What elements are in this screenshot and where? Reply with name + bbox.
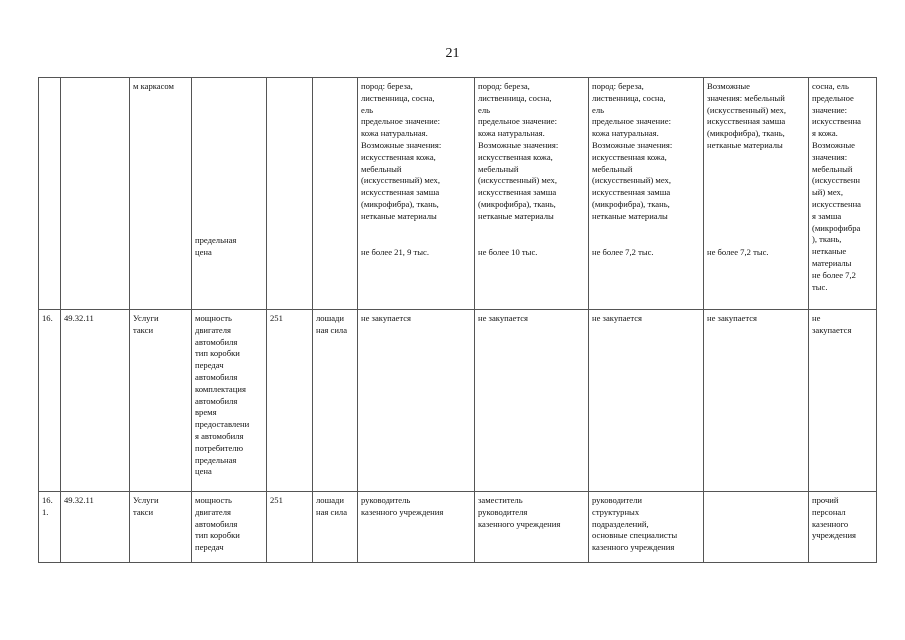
value-cell-5: прочий персонал казенного учреждения	[809, 492, 877, 563]
value-cell-1: руководитель казенного учреждения	[358, 492, 475, 563]
value-cell-3: пород: береза, лиственница, сосна, ель предельное значение: кожа натуральная. Возможные значения: искусственная кожа, мебельный (искусственный) мех, искусственная замша (микрофибра), ткань, нетканые материалы не более 7,2 тыс.	[589, 78, 704, 310]
code-cell: 49.32.11	[61, 492, 130, 563]
value-cell-4	[704, 492, 809, 563]
value-cell-2: не закупается	[475, 310, 589, 492]
row-number-cell: 16.	[39, 310, 61, 492]
characteristic-cell: мощность двигателя автомобиля тип коробки передач	[192, 492, 267, 563]
table-row	[39, 310, 877, 492]
table-row	[39, 492, 877, 563]
code-cell	[61, 78, 130, 310]
unit-cell: лошади ная сила	[313, 492, 358, 563]
okei-code-cell: 251	[267, 492, 313, 563]
table-row	[39, 78, 877, 310]
item-name-cell: м каркасом	[130, 78, 192, 310]
characteristic-cell: мощность двигателя автомобиля тип коробки передач автомобиля комплектация автомобиля время предоставлени я автомобиля потребителю предельная цена	[192, 310, 267, 492]
value-cell-3: руководители структурных подразделений, основные специалисты казенного учреждения	[589, 492, 704, 563]
page-number: 21	[445, 46, 460, 61]
value-cell-4: не закупается	[704, 310, 809, 492]
value-cell-5: сосна, ель предельное значение: искусственна я кожа. Возможные значения: мебельный (искусственн ый) мех, искусственна я замша (микрофибра ), ткань, нетканые материалы не более 7,2 тыс.	[809, 78, 877, 310]
value-cell-1: не закупается	[358, 310, 475, 492]
okei-code-cell: 251	[267, 310, 313, 492]
value-cell-1: пород: береза, лиственница, сосна, ель предельное значение: кожа натуральная. Возможные значения: искусственная кожа, мебельный (искусственный) мех, искусственная замша (микрофибра), ткань, нетканые материалы не более 21, 9 тыс.	[358, 78, 475, 310]
code-cell: 49.32.11	[61, 310, 130, 492]
requirements-table	[38, 77, 877, 563]
value-cell-4: Возможные значения: мебельный (искусственный) мех, искусственная замша (микрофибра), ткань, нетканые материалы не более 7,2 тыс.	[704, 78, 809, 310]
value-cell-5: не закупается	[809, 310, 877, 492]
item-name-cell: Услуги такси	[130, 492, 192, 563]
value-cell-2: пород: береза, лиственница, сосна, ель предельное значение: кожа натуральная. Возможные значения: искусственная кожа, мебельный (искусственный) мех, искусственная замша (микрофибра), ткань, нетканые материалы не более 10 тыс.	[475, 78, 589, 310]
item-name-cell: Услуги такси	[130, 310, 192, 492]
unit-cell	[313, 78, 358, 310]
characteristic-cell: предельная цена	[192, 78, 267, 310]
value-cell-3: не закупается	[589, 310, 704, 492]
row-number-cell	[39, 78, 61, 310]
value-cell-2: заместитель руководителя казенного учреждения	[475, 492, 589, 563]
okei-code-cell	[267, 78, 313, 310]
row-number-cell: 16. 1.	[39, 492, 61, 563]
unit-cell: лошади ная сила	[313, 310, 358, 492]
